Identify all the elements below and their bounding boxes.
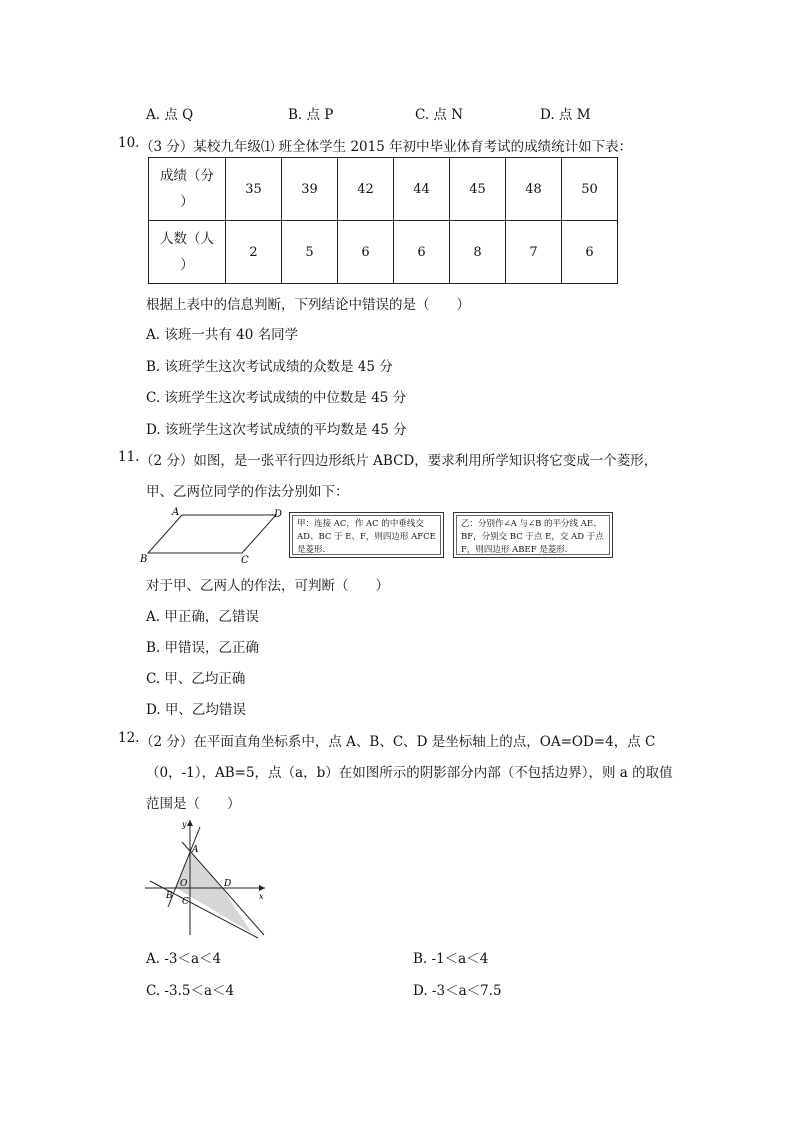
table-cell: 2 <box>226 221 282 284</box>
table-cell: 50 <box>562 158 618 221</box>
q10-option-b: B. 该班学生这次考试成绩的众数是 45 分 <box>146 359 393 375</box>
table-cell: 42 <box>338 158 394 221</box>
q10-option-c: C. 该班学生这次考试成绩的中位数是 45 分 <box>146 390 407 406</box>
label-a: A <box>192 845 199 855</box>
parallelogram-figure <box>140 503 285 565</box>
q9-option-a: A. 点 Q <box>146 107 194 123</box>
q12-number: 12. <box>118 730 140 746</box>
table-cell: 6 <box>562 221 618 284</box>
label-b: B <box>140 554 148 565</box>
header-text: ） <box>180 257 194 273</box>
table-header-score <box>149 158 226 221</box>
q12-option-a: A. -3＜a＜4 <box>146 951 222 967</box>
table-cell: 6 <box>394 221 450 284</box>
q12-option-c: C. -3.5＜a＜4 <box>146 983 235 999</box>
table-cell: 5 <box>282 221 338 284</box>
q12-stem-line1: （2 分）在平面直角坐标系中，点 A、B、C、D 是坐标轴上的点，OA=OD=4，点 C <box>140 734 656 750</box>
q10-question: 根据上表中的信息判断，下列结论中错误的是（ ） <box>146 297 470 313</box>
yi-method-text: 乙：分别作∠A 与∠B 的平分线 AE、BF，分别交 BC 于点 E，交 AD 于点 F，则四边形 ABEF 是菱形. <box>456 515 610 555</box>
jia-method-box <box>289 512 444 558</box>
label-x: x <box>259 892 264 901</box>
q10-stem: （3 分）某校九年级⑴ 班全体学生 2015 年初中毕业体育考试的成绩统计如下表： <box>140 139 633 155</box>
q11-stem-line2: 甲、乙两位同学的作法分别如下： <box>146 484 349 500</box>
shaded-region <box>176 852 252 933</box>
table-cell: 44 <box>394 158 450 221</box>
q10-option-d: D. 该班学生这次考试成绩的平均数是 45 分 <box>146 422 407 438</box>
coordinate-figure <box>140 815 275 940</box>
yi-method-box <box>453 512 613 558</box>
q12-stem-line3: 范围是（ ） <box>146 796 241 812</box>
table-cell: 35 <box>226 158 282 221</box>
q12-option-d: D. -3＜a＜7.5 <box>413 983 502 999</box>
table-row <box>149 158 618 221</box>
label-o: O <box>180 879 188 889</box>
q11-option-a: A. 甲正确，乙错误 <box>146 609 259 625</box>
x-axis-arrow <box>259 885 265 891</box>
label-c: C <box>241 555 249 565</box>
table-cell: 45 <box>450 158 506 221</box>
q11-option-c: C. 甲、乙均正确 <box>146 671 246 687</box>
header-text: 人数（人 <box>160 231 214 247</box>
table-cell: 6 <box>338 221 394 284</box>
y-axis-arrow <box>187 820 193 826</box>
q11-option-b: B. 甲错误，乙正确 <box>146 640 260 656</box>
q10-option-a: A. 该班一共有 40 名同学 <box>146 327 299 343</box>
q12-option-b: B. -1＜a＜4 <box>413 951 489 967</box>
table-cell: 7 <box>506 221 562 284</box>
score-table <box>148 157 618 284</box>
label-y: y <box>182 820 187 829</box>
q11-number: 11. <box>118 449 140 465</box>
header-text: ） <box>180 194 194 210</box>
table-cell: 8 <box>450 221 506 284</box>
label-a: A <box>172 507 180 518</box>
q11-stem-line1: （2 分）如图，是一张平行四边形纸片 ABCD，要求利用所学知识将它变成一个菱形， <box>140 453 658 469</box>
q10-number: 10. <box>118 135 140 151</box>
header-text: 成绩（分 <box>160 168 214 184</box>
q9-option-b: B. 点 P <box>288 107 334 123</box>
q9-option-c: C. 点 N <box>415 107 464 123</box>
q11-question: 对于甲、乙两人的作法，可判断（ ） <box>146 578 389 594</box>
label-d: D <box>224 879 232 889</box>
jia-method-text: 甲：连接 AC，作 AC 的中垂线交 AD、BC 于 E、F，则四边形 AFCE 是菱形. <box>292 515 441 555</box>
table-header-count <box>149 221 226 284</box>
table-row <box>149 221 618 284</box>
label-d: D <box>274 509 283 520</box>
parallelogram-shape <box>148 515 276 553</box>
table-cell: 48 <box>506 158 562 221</box>
table-cell: 39 <box>282 158 338 221</box>
q9-option-d: D. 点 M <box>540 107 591 123</box>
label-b: B <box>166 891 173 901</box>
label-c: C <box>182 897 189 907</box>
q11-option-d: D. 甲、乙均错误 <box>146 702 246 718</box>
q12-stem-line2: （0，-1），AB=5，点（a，b）在如图所示的阴影部分内部（不包括边界），则 a 的取值 <box>146 765 673 781</box>
